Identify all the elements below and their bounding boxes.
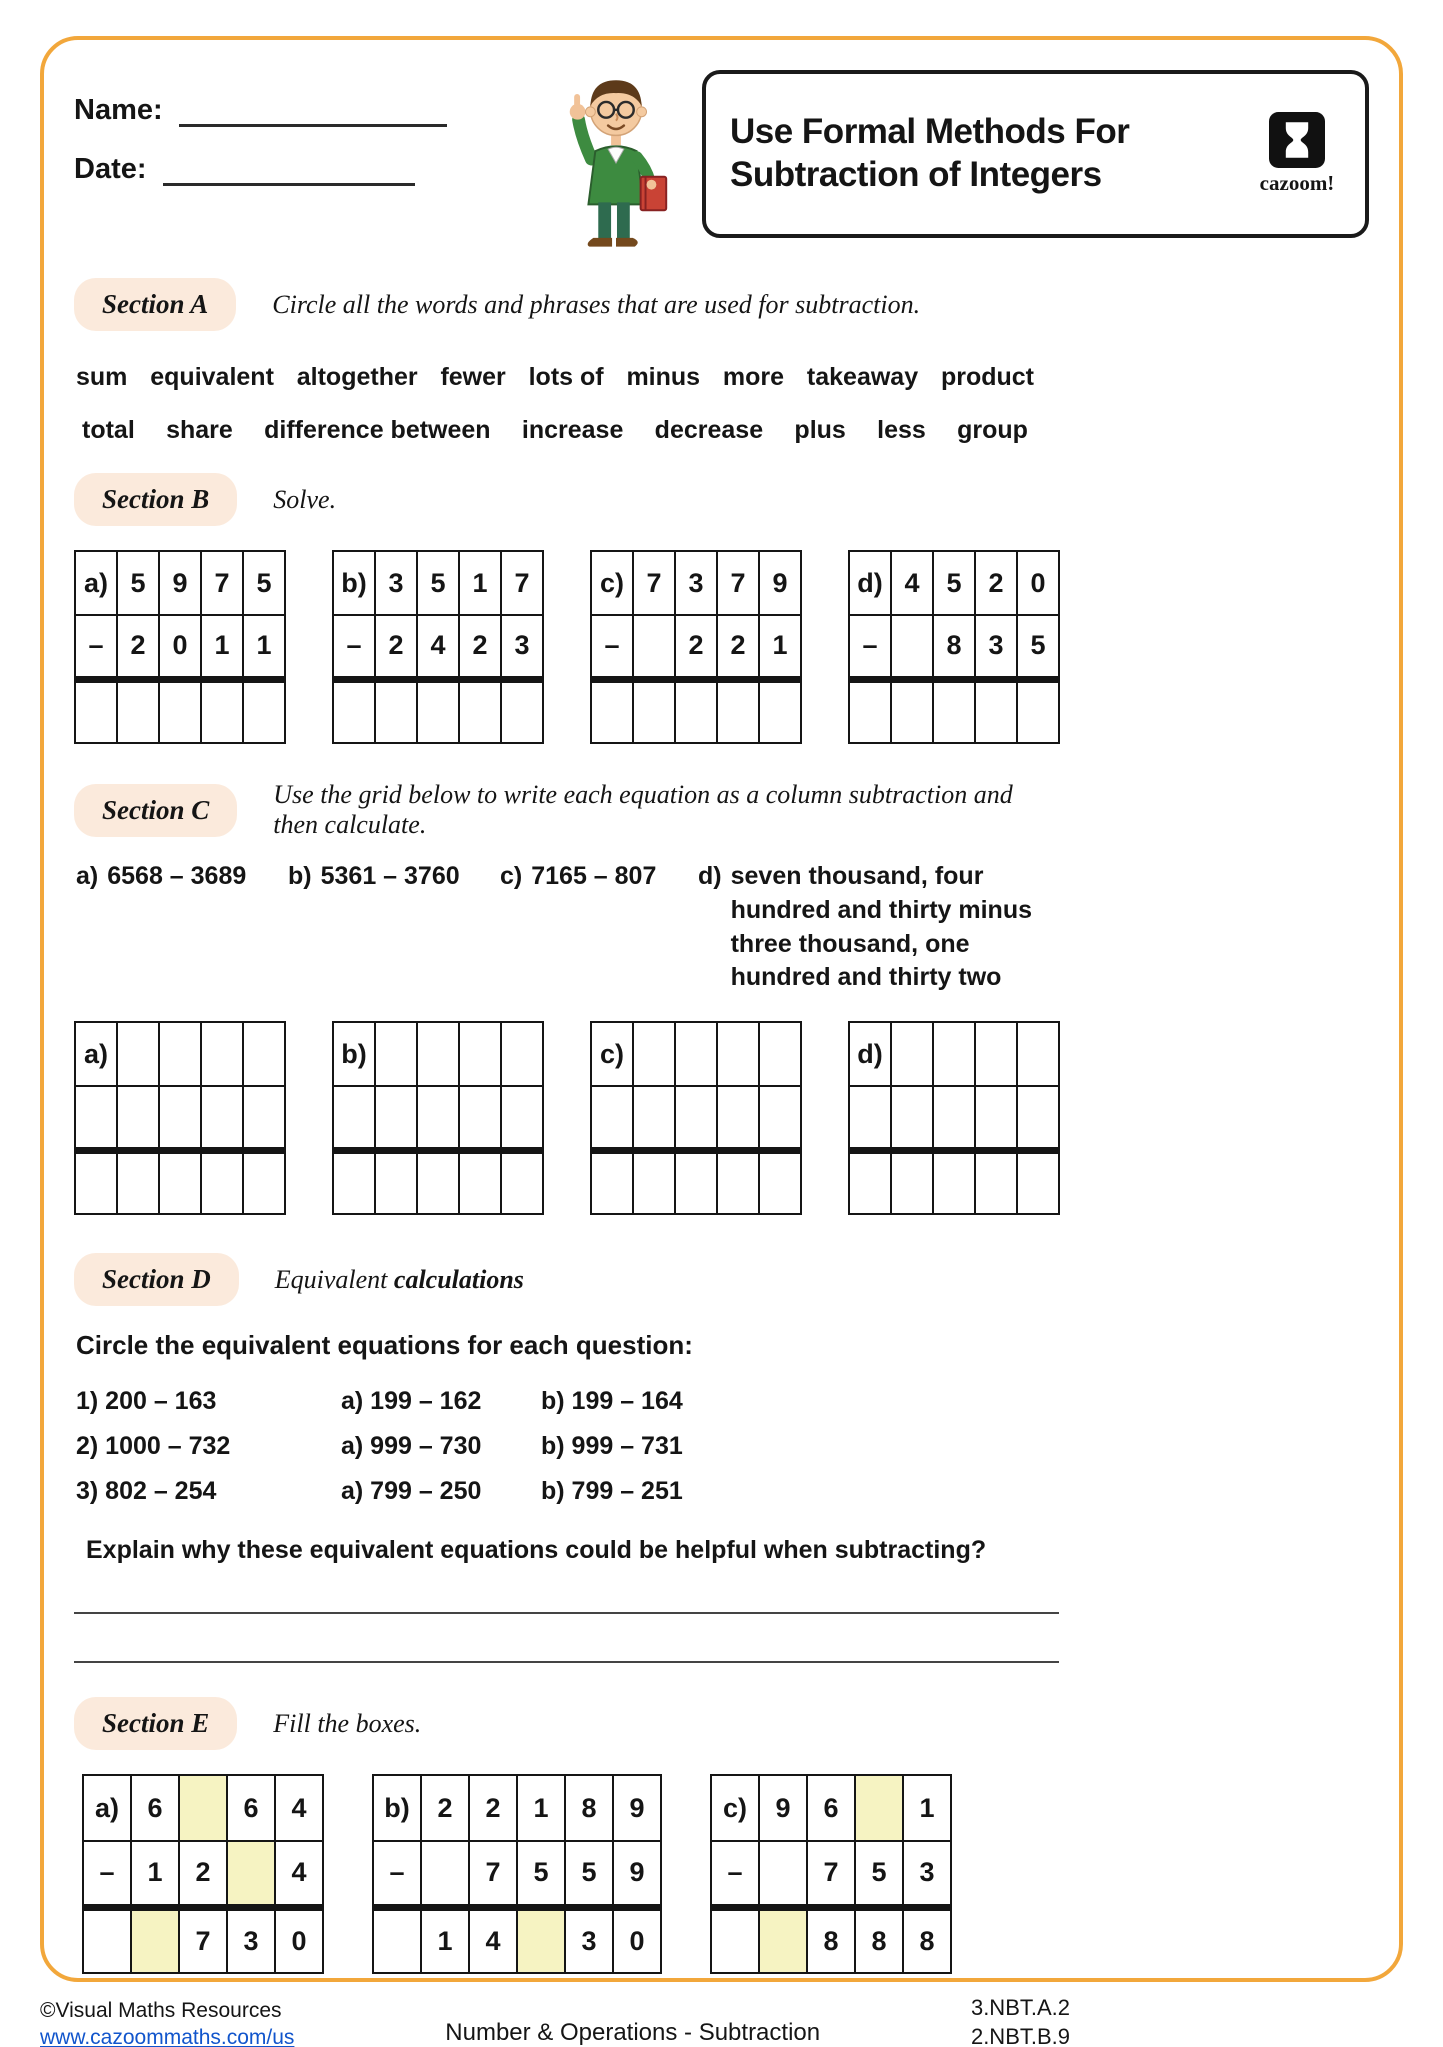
page-border-frame — [40, 36, 1403, 1982]
equivalent-equation-row — [76, 1424, 1064, 1469]
empty-cell[interactable] — [1017, 1022, 1059, 1086]
grid-label-cell: a) — [75, 551, 117, 615]
answer-line-1[interactable] — [74, 1565, 1059, 1614]
empty-cell[interactable] — [117, 1086, 159, 1150]
digit-cell: 0 — [1017, 551, 1059, 615]
footer-credit-block — [40, 1997, 294, 2047]
equation-label: c) — [500, 862, 523, 890]
digit-cell: 8 — [855, 1907, 903, 1973]
equation-label: b) — [288, 862, 312, 890]
name-field-row — [74, 94, 534, 127]
equation — [500, 860, 698, 995]
empty-cell[interactable] — [373, 1907, 421, 1973]
equation-text: seven thousand, four hundred and thirty minus three thousand, one hundred and thirty two — [730, 862, 1033, 992]
empty-cell[interactable] — [501, 1022, 543, 1086]
digit-cell: 1 — [903, 1775, 951, 1841]
column-subtraction-grid — [590, 550, 802, 744]
section-d-head — [74, 1253, 1064, 1306]
empty-cell[interactable] — [159, 1150, 201, 1214]
digit-cell: 8 — [807, 1907, 855, 1973]
empty-cell[interactable] — [975, 1022, 1017, 1086]
digit-cell: 3 — [227, 1907, 275, 1973]
digit-cell: 5 — [1017, 615, 1059, 679]
column-subtraction-grid — [372, 1774, 662, 1974]
empty-cell[interactable] — [891, 1086, 933, 1150]
empty-cell[interactable] — [501, 1086, 543, 1150]
section-d-instruction-bold: calculations — [393, 1264, 524, 1294]
equiv-option-b: b) 799 – 251 — [541, 1477, 683, 1505]
section-b-grids — [74, 550, 1064, 744]
empty-cell[interactable] — [75, 1150, 117, 1214]
footer-standard-2: 2.NBT.B.9 — [970, 2023, 1070, 2047]
column-subtraction-grid — [82, 1774, 324, 1974]
empty-cell[interactable] — [117, 679, 159, 743]
digit-cell: 4 — [275, 1775, 323, 1841]
empty-cell[interactable] — [633, 1022, 675, 1086]
digit-cell: 6 — [227, 1775, 275, 1841]
subtraction-word: sum — [76, 363, 128, 391]
digit-cell: 3 — [375, 551, 417, 615]
empty-cell[interactable] — [1017, 1086, 1059, 1150]
digit-cell: 4 — [417, 615, 459, 679]
empty-cell[interactable] — [1017, 679, 1059, 743]
empty-cell[interactable] — [591, 679, 633, 743]
equiv-option-a: a) 999 – 730 — [341, 1432, 482, 1460]
empty-cell[interactable] — [75, 679, 117, 743]
equivalent-equation-row — [76, 1379, 1064, 1424]
section-d — [74, 1253, 1064, 1663]
digit-cell: 9 — [613, 1775, 661, 1841]
digit-cell: 2 — [717, 615, 759, 679]
grid-label-cell: d) — [849, 1022, 891, 1086]
empty-cell[interactable] — [201, 1150, 243, 1214]
grid-label-cell: – — [83, 1841, 131, 1907]
empty-cell[interactable] — [375, 1150, 417, 1214]
empty-cell[interactable] — [243, 1086, 285, 1150]
digit-cell: 3 — [501, 615, 543, 679]
column-subtraction-grid — [332, 1021, 544, 1215]
column-subtraction-grid — [74, 1021, 286, 1215]
fill-in-cell[interactable] — [855, 1775, 903, 1841]
empty-cell[interactable] — [849, 1086, 891, 1150]
empty-cell[interactable] — [243, 1022, 285, 1086]
digit-cell: 4 — [891, 551, 933, 615]
section-e-instruction: Fill the boxes. — [273, 1708, 422, 1738]
subtraction-word: lots of — [528, 363, 604, 391]
empty-cell[interactable] — [201, 679, 243, 743]
empty-cell[interactable] — [633, 1086, 675, 1150]
digit-cell: 9 — [613, 1841, 661, 1907]
digit-cell: 1 — [243, 615, 285, 679]
empty-cell[interactable] — [717, 1022, 759, 1086]
empty-cell[interactable] — [421, 1841, 469, 1907]
digit-cell: 2 — [375, 615, 417, 679]
digit-cell: 7 — [201, 551, 243, 615]
equiv-option-a: a) 799 – 250 — [341, 1477, 482, 1505]
digit-cell: 1 — [759, 615, 801, 679]
subtraction-word: increase — [521, 416, 624, 444]
teacher-illustration — [552, 66, 684, 262]
empty-cell[interactable] — [933, 1022, 975, 1086]
column-subtraction-grid — [590, 1021, 802, 1215]
equivalent-equations-list — [74, 1379, 1064, 1514]
empty-cell[interactable] — [375, 1086, 417, 1150]
grid-label-cell: b) — [333, 551, 375, 615]
grid-label-cell: – — [373, 1841, 421, 1907]
digit-cell: 9 — [159, 551, 201, 615]
digit-cell: 1 — [517, 1775, 565, 1841]
empty-cell[interactable] — [459, 1022, 501, 1086]
digit-cell: 0 — [275, 1907, 323, 1973]
digit-cell: 3 — [975, 615, 1017, 679]
date-label: Date: — [74, 153, 147, 185]
digit-cell: 1 — [421, 1907, 469, 1973]
column-subtraction-grid — [332, 550, 544, 744]
date-input-line[interactable] — [163, 156, 415, 186]
subtraction-word: product — [940, 363, 1034, 391]
empty-cell[interactable] — [417, 1150, 459, 1214]
subtraction-word: plus — [794, 416, 846, 444]
words-row-2 — [82, 416, 1028, 445]
empty-cell[interactable] — [675, 1086, 717, 1150]
section-c — [74, 780, 1064, 1215]
empty-cell[interactable] — [849, 679, 891, 743]
digit-cell: 3 — [675, 551, 717, 615]
empty-cell[interactable] — [633, 615, 675, 679]
grid-label-cell: c) — [711, 1775, 759, 1841]
equation-label: a) — [76, 862, 99, 890]
empty-cell[interactable] — [759, 679, 801, 743]
grid-label-cell: b) — [373, 1775, 421, 1841]
section-e-pill: Section E — [74, 1697, 237, 1750]
empty-cell[interactable] — [891, 679, 933, 743]
section-d-subtitle: Circle the equivalent equations for each question: — [76, 1330, 693, 1360]
subtraction-word: share — [166, 416, 233, 444]
subtraction-word: less — [877, 416, 926, 444]
subtraction-word: more — [722, 363, 785, 391]
empty-cell[interactable] — [891, 1150, 933, 1214]
empty-cell[interactable] — [933, 1086, 975, 1150]
subtraction-word: fewer — [440, 363, 506, 391]
digit-cell: 5 — [933, 551, 975, 615]
empty-cell[interactable] — [891, 615, 933, 679]
empty-cell[interactable] — [83, 1907, 131, 1973]
digit-cell: 7 — [501, 551, 543, 615]
equation-text: 6568 – 3689 — [107, 862, 247, 890]
digit-cell: 7 — [179, 1907, 227, 1973]
empty-cell[interactable] — [933, 679, 975, 743]
empty-cell[interactable] — [759, 1841, 807, 1907]
section-a — [74, 278, 1064, 445]
section-b-instruction: Solve. — [273, 484, 337, 514]
digit-cell: 2 — [117, 615, 159, 679]
subtraction-word: equivalent — [150, 363, 274, 391]
digit-cell: 4 — [275, 1841, 323, 1907]
fill-in-cell[interactable] — [131, 1907, 179, 1973]
empty-cell[interactable] — [633, 679, 675, 743]
answer-line-2[interactable] — [74, 1614, 1059, 1663]
equiv-question: 2) 1000 – 732 — [76, 1432, 231, 1460]
digit-cell: 6 — [807, 1775, 855, 1841]
digit-cell: 9 — [759, 551, 801, 615]
digit-cell: 0 — [159, 615, 201, 679]
grid-label-cell: – — [75, 615, 117, 679]
empty-cell[interactable] — [333, 679, 375, 743]
section-a-pill: Section A — [74, 278, 236, 331]
digit-cell: 4 — [469, 1907, 517, 1973]
empty-cell[interactable] — [333, 1150, 375, 1214]
fill-in-cell[interactable] — [227, 1841, 275, 1907]
empty-cell[interactable] — [591, 1150, 633, 1214]
grid-label-cell: – — [849, 615, 891, 679]
footer-credit: ©Visual Maths Resources — [40, 1998, 282, 2022]
subtraction-word: group — [957, 416, 1028, 444]
digit-cell: 7 — [717, 551, 759, 615]
subtraction-word: decrease — [654, 416, 764, 444]
digit-cell: 5 — [517, 1841, 565, 1907]
equiv-option-a: a) 199 – 162 — [341, 1387, 482, 1415]
column-subtraction-grid — [710, 1774, 952, 1974]
section-a-head — [74, 278, 1064, 331]
page-title-line1: Use Formal Methods For — [730, 112, 1130, 152]
equation-label: d) — [698, 862, 722, 890]
grid-label-cell: c) — [591, 1022, 633, 1086]
section-e-head — [74, 1697, 1064, 1750]
section-b-head — [74, 473, 1064, 526]
digit-cell: 2 — [469, 1775, 517, 1841]
subtraction-word: minus — [626, 363, 701, 391]
digit-cell: 5 — [417, 551, 459, 615]
fill-in-cell[interactable] — [517, 1907, 565, 1973]
subtraction-word: takeaway — [806, 363, 919, 391]
empty-cell[interactable] — [891, 1022, 933, 1086]
grid-label-cell: – — [591, 615, 633, 679]
cazoom-logo-text: cazoom! — [1259, 171, 1335, 195]
digit-cell: 5 — [243, 551, 285, 615]
worksheet-content — [74, 278, 1064, 1974]
digit-cell: 0 — [613, 1907, 661, 1973]
empty-cell[interactable] — [633, 1150, 675, 1214]
digit-cell: 2 — [975, 551, 1017, 615]
empty-cell[interactable] — [975, 1150, 1017, 1214]
empty-cell[interactable] — [975, 1086, 1017, 1150]
fill-in-cell[interactable] — [759, 1907, 807, 1973]
name-date-block — [74, 66, 534, 212]
empty-cell[interactable] — [591, 1086, 633, 1150]
section-e-grids — [82, 1774, 1064, 1974]
digit-cell: 2 — [179, 1841, 227, 1907]
section-c-pill: Section C — [74, 784, 237, 837]
digit-cell: 7 — [633, 551, 675, 615]
page-title-line2: Subtraction of Integers — [730, 155, 1102, 194]
digit-cell: 2 — [421, 1775, 469, 1841]
explain-prompt: Explain why these equivalent equations could be helpful when subtracting? — [86, 1536, 987, 1564]
equation — [698, 860, 1050, 995]
digit-cell: 8 — [903, 1907, 951, 1973]
digit-cell: 7 — [469, 1841, 517, 1907]
empty-cell[interactable] — [117, 1150, 159, 1214]
empty-cell[interactable] — [459, 1150, 501, 1214]
empty-cell[interactable] — [1017, 1150, 1059, 1214]
empty-cell[interactable] — [159, 1086, 201, 1150]
empty-cell[interactable] — [717, 1150, 759, 1214]
worksheet-header — [74, 66, 1369, 264]
equiv-option-b: b) 999 – 731 — [541, 1432, 683, 1460]
teacher-cartoon-icon — [552, 66, 680, 258]
equation-text: 7165 – 807 — [531, 862, 657, 890]
empty-cell[interactable] — [849, 1150, 891, 1214]
empty-cell[interactable] — [717, 1086, 759, 1150]
subtraction-word: total — [82, 416, 135, 444]
empty-cell[interactable] — [75, 1086, 117, 1150]
empty-cell[interactable] — [243, 1150, 285, 1214]
equation — [288, 860, 500, 995]
section-c-head — [74, 780, 1064, 840]
grid-label-cell: – — [711, 1841, 759, 1907]
section-d-pill: Section D — [74, 1253, 239, 1306]
empty-cell[interactable] — [459, 1086, 501, 1150]
empty-cell[interactable] — [201, 1022, 243, 1086]
words-row-1 — [76, 363, 1034, 392]
footer-website-link[interactable]: www.cazoommaths.com/us — [40, 2025, 295, 2047]
page-footer — [40, 1994, 1070, 2047]
digit-cell: 3 — [903, 1841, 951, 1907]
empty-cell[interactable] — [759, 1150, 801, 1214]
digit-cell: 5 — [565, 1841, 613, 1907]
section-d-instruction — [275, 1265, 524, 1295]
empty-cell[interactable] — [675, 1022, 717, 1086]
empty-cell[interactable] — [375, 679, 417, 743]
cazoom-logo — [1253, 112, 1341, 196]
section-c-equations — [76, 860, 1064, 995]
grid-label-cell: a) — [83, 1775, 131, 1841]
empty-cell[interactable] — [417, 1086, 459, 1150]
footer-topic: Number & Operations - Subtraction — [445, 2019, 821, 2047]
fill-in-cell[interactable] — [179, 1775, 227, 1841]
digit-cell: 1 — [201, 615, 243, 679]
empty-cell[interactable] — [717, 679, 759, 743]
digit-cell: 2 — [459, 615, 501, 679]
empty-cell[interactable] — [159, 679, 201, 743]
title-box — [702, 70, 1369, 238]
column-subtraction-grid — [848, 550, 1060, 744]
empty-cell[interactable] — [375, 1022, 417, 1086]
section-c-grids — [74, 1021, 1064, 1215]
grid-label-cell: a) — [75, 1022, 117, 1086]
empty-cell[interactable] — [759, 1086, 801, 1150]
digit-cell: 5 — [117, 551, 159, 615]
empty-cell[interactable] — [117, 1022, 159, 1086]
empty-cell[interactable] — [675, 679, 717, 743]
date-field-row — [74, 153, 534, 186]
empty-cell[interactable] — [711, 1907, 759, 1973]
empty-cell[interactable] — [333, 1086, 375, 1150]
digit-cell: 1 — [131, 1841, 179, 1907]
empty-cell[interactable] — [417, 679, 459, 743]
cazoom-logo-icon — [1269, 112, 1325, 168]
name-label: Name: — [74, 94, 163, 126]
equiv-option-b: b) 199 – 164 — [541, 1387, 683, 1415]
empty-cell[interactable] — [417, 1022, 459, 1086]
digit-cell: 7 — [807, 1841, 855, 1907]
digit-cell: 8 — [565, 1775, 613, 1841]
empty-cell[interactable] — [501, 679, 543, 743]
equation-text: 5361 – 3760 — [320, 862, 460, 890]
section-b — [74, 473, 1064, 744]
equivalent-equation-row — [76, 1469, 1064, 1514]
subtraction-word: altogether — [296, 363, 418, 391]
column-subtraction-grid — [848, 1021, 1060, 1215]
equiv-question: 3) 802 – 254 — [76, 1477, 217, 1505]
name-input-line[interactable] — [179, 97, 447, 127]
digit-cell: 6 — [131, 1775, 179, 1841]
empty-cell[interactable] — [975, 679, 1017, 743]
digit-cell: 8 — [933, 615, 975, 679]
digit-cell: 9 — [759, 1775, 807, 1841]
section-e — [74, 1697, 1064, 1974]
digit-cell: 3 — [565, 1907, 613, 1973]
empty-cell[interactable] — [201, 1086, 243, 1150]
empty-cell[interactable] — [243, 679, 285, 743]
digit-cell: 5 — [855, 1841, 903, 1907]
empty-cell[interactable] — [459, 679, 501, 743]
footer-standards-block — [971, 1994, 1070, 2047]
footer-standard-1: 3.NBT.A.2 — [970, 1995, 1070, 2020]
equiv-question: 1) 200 – 163 — [76, 1387, 217, 1415]
grid-label-cell: b) — [333, 1022, 375, 1086]
grid-label-cell: – — [333, 615, 375, 679]
section-d-instruction-plain: Equivalent — [274, 1264, 394, 1294]
column-subtraction-grid — [74, 550, 286, 744]
grid-label-cell: c) — [591, 551, 633, 615]
empty-cell[interactable] — [501, 1150, 543, 1214]
empty-cell[interactable] — [675, 1150, 717, 1214]
digit-cell: 1 — [459, 551, 501, 615]
subtraction-word: difference between — [264, 416, 491, 444]
section-b-pill: Section B — [74, 473, 237, 526]
empty-cell[interactable] — [159, 1022, 201, 1086]
grid-label-cell: d) — [849, 551, 891, 615]
section-c-instruction: Use the grid below to write each equation as a column subtraction and then calculate. — [273, 780, 1013, 839]
equation — [76, 860, 288, 995]
section-a-instruction: Circle all the words and phrases that are used for subtraction. — [272, 289, 921, 319]
digit-cell: 2 — [675, 615, 717, 679]
empty-cell[interactable] — [933, 1150, 975, 1214]
page-title — [730, 111, 1233, 196]
empty-cell[interactable] — [759, 1022, 801, 1086]
